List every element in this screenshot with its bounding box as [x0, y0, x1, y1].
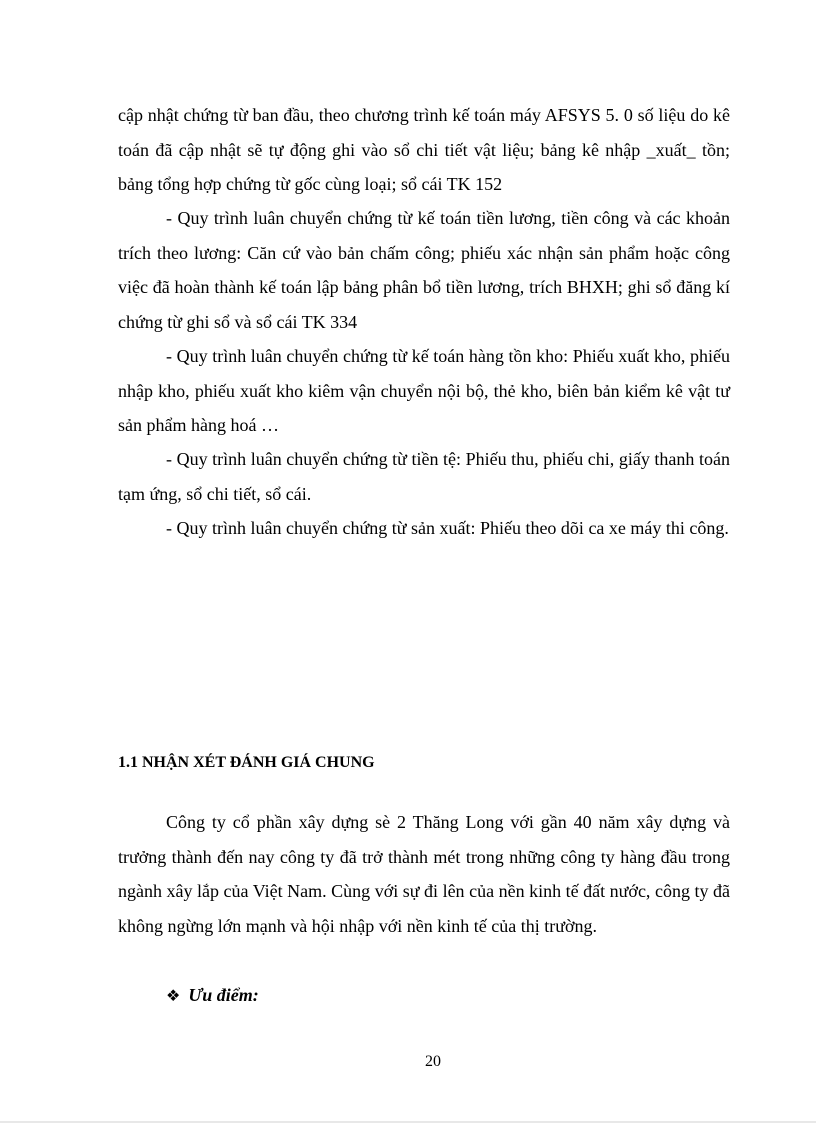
section-heading: 1.1 NHẬN XÉT ĐÁNH GIÁ CHUNG — [118, 754, 375, 771]
advantages-label: Ưu điểm: — [188, 985, 259, 1005]
paragraph-company-overview: Công ty cổ phần xây dựng sè 2 Thăng Long với gần 40 năm xây dựng và trưởng thành đến nay công ty đã trở thành mét trong những công ty hàng đầu trong ngành xây lắp của Việt Nam. Cùng với sự đi lên của nền kinh tế đất nước, công ty đã không ngừng lớn mạnh và hội nhập với nền kinh tế của thị trường. — [118, 812, 730, 936]
paragraph-production-procedure: - Quy trình luân chuyển chứng từ sản xuất: Phiếu theo dõi ca xe máy thi công. — [166, 518, 729, 538]
paragraph-salary-procedure: - Quy trình luân chuyển chứng từ kế toán tiền lương, tiền công và các khoản trích theo lương: Căn cứ vào bản chấm công; phiếu xác nhận sản phẩm hoặc công việc đã hoàn thành kế toán lập bảng phân bổ tiền lương, trích BHXH; ghi sổ đăng kí chứng từ ghi sổ và sổ cái TK 334 — [118, 208, 730, 332]
advantages-heading — [166, 982, 259, 1009]
diamond-bullet-icon: ❖ — [166, 986, 181, 1005]
paragraph-cash-procedure: - Quy trình luân chuyển chứng từ tiền tệ: Phiếu thu, phiếu chi, giấy thanh toán tạm ứng, sổ chi tiết, sổ cái. — [118, 449, 730, 504]
page-number: 20 — [425, 1053, 441, 1070]
paragraph-inventory-procedure: - Quy trình luân chuyển chứng từ kế toán hàng tồn kho: Phiếu xuất kho, phiếu nhập kho, phiếu xuất kho kiêm vận chuyển nội bộ, thẻ kho, biên bản kiểm kê vật tư sản phẩm hàng hoá … — [118, 346, 730, 435]
paragraph-material-records: cập nhật chứng từ ban đầu, theo chương trình kế toán máy AFSYS 5. 0 số liệu do kê toán đã cập nhật sẽ tự động ghi vào sổ chi tiết vật liệu; bảng kê nhập _xuất_ tồn; bảng tổng hợp chứng từ gốc cùng loại; sổ cái TK 152 — [118, 105, 730, 194]
